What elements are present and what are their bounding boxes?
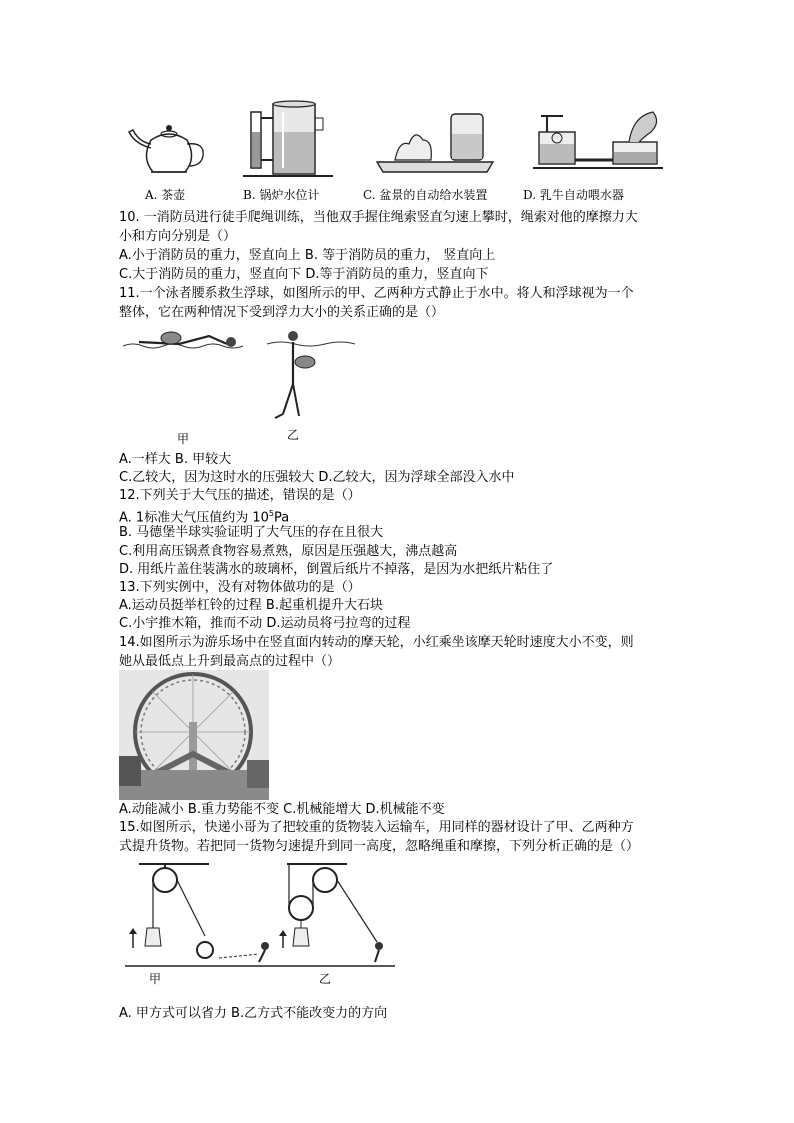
teapot-illustration	[123, 114, 213, 180]
q12-option-a-exponent: 5	[268, 509, 274, 518]
q11-stem-line2: 整体，它在两种情况下受到浮力大小的关系正确的是（）	[119, 305, 445, 320]
q15-stem-line2: 式提升货物。若把同一货物匀速提升到同一高度，忽略绳重和摩擦，下列分析正确的是（）	[119, 839, 640, 854]
caption-teapot: A. 茶壶	[145, 188, 186, 202]
q11-figure	[119, 322, 369, 446]
q15-label-jia: 甲	[149, 972, 162, 986]
q10-options-ab: A.小于消防员的重力，竖直向上 B. 等于消防员的重力， 竖直向上	[119, 248, 496, 263]
q14-stem-line2: 她从最低点上升到最高点的过程中（）	[119, 654, 341, 669]
q12-stem: 12.下列关于大气压的描述，错误的是（）	[119, 488, 361, 503]
q10-stem-line1: 10. 一消防员进行徒手爬绳训练，当他双手握住绳索竖直匀速上攀时，绳索对他的摩擦力大	[119, 210, 638, 225]
q12-option-b: B. 马德堡半球实验证明了大气压的存在且很大	[119, 525, 384, 540]
caption-bonsai-water: C. 盆景的自动给水装置	[363, 188, 488, 202]
q10-stem-line2: 小和方向分别是（）	[119, 229, 237, 244]
q11-stem-line1: 11.一个泳者腰系救生浮球，如图所示的甲、乙两种方式静止于水中。将人和浮球视为一个	[119, 286, 634, 301]
bonsai-water-illustration	[375, 110, 495, 182]
caption-boiler-gauge: B. 锅炉水位计	[243, 188, 320, 202]
q13-options-ab: A.运动员挺举杠铃的过程 B.起重机提升大石块	[119, 598, 383, 613]
q15-options-ab: A. 甲方式可以省力 B.乙方式不能改变力的方向	[119, 1006, 388, 1021]
q14-ferris-wheel-photo	[119, 670, 269, 800]
q9-figure-row	[119, 98, 664, 206]
q11-options-cd: C.乙较大，因为这时水的压强较大 D.乙较大，因为浮球全部没入水中	[119, 470, 515, 485]
q14-options: A.动能减小 B.重力势能不变 C.机械能增大 D.机械能不变	[119, 802, 445, 817]
q15-label-yi: 乙	[319, 972, 332, 986]
swimmer-illustration	[119, 322, 369, 446]
boiler-gauge-illustration	[243, 98, 333, 182]
q11-label-yi: 乙	[287, 428, 300, 442]
q12-option-a-text: A. 1标准大气压值约为 10	[119, 510, 269, 526]
q13-stem: 13.下列实例中，没有对物体做功的是（）	[119, 580, 361, 595]
q10-options-cd: C.大于消防员的重力，竖直向下 D.等于消防员的重力，竖直向下	[119, 267, 489, 282]
cow-feeder-illustration	[533, 102, 663, 182]
q12-option-c: C.利用高压锅煮食物容易煮熟，原因是压强越大，沸点越高	[119, 544, 458, 559]
q13-options-cd: C.小宇推木箱，推而不动 D.运动员将弓拉弯的过程	[119, 616, 411, 631]
q12-option-a-unit: Pa	[273, 510, 290, 526]
caption-cow-feeder: D. 乳牛自动喂水器	[523, 188, 624, 202]
q14-stem-line1: 14.如图所示为游乐场中在竖直面内转动的摩天轮，小红乘坐该摩天轮时速度大小不变，则	[119, 635, 634, 650]
q11-label-jia: 甲	[177, 432, 190, 446]
pulley-illustration	[119, 858, 399, 986]
q15-stem-line1: 15.如图所示，快递小哥为了把较重的货物装入运输车，用同样的器材设计了甲、乙两种方	[119, 820, 634, 835]
q12-option-d: D. 用纸片盖住装满水的玻璃杯，倒置后纸片不掉落，是因为水把纸片粘住了	[119, 562, 554, 577]
q11-options-ab: A.一样大 B. 甲较大	[119, 452, 232, 467]
ferris-wheel-illustration	[119, 670, 269, 800]
q15-pulley-figure	[119, 858, 399, 986]
